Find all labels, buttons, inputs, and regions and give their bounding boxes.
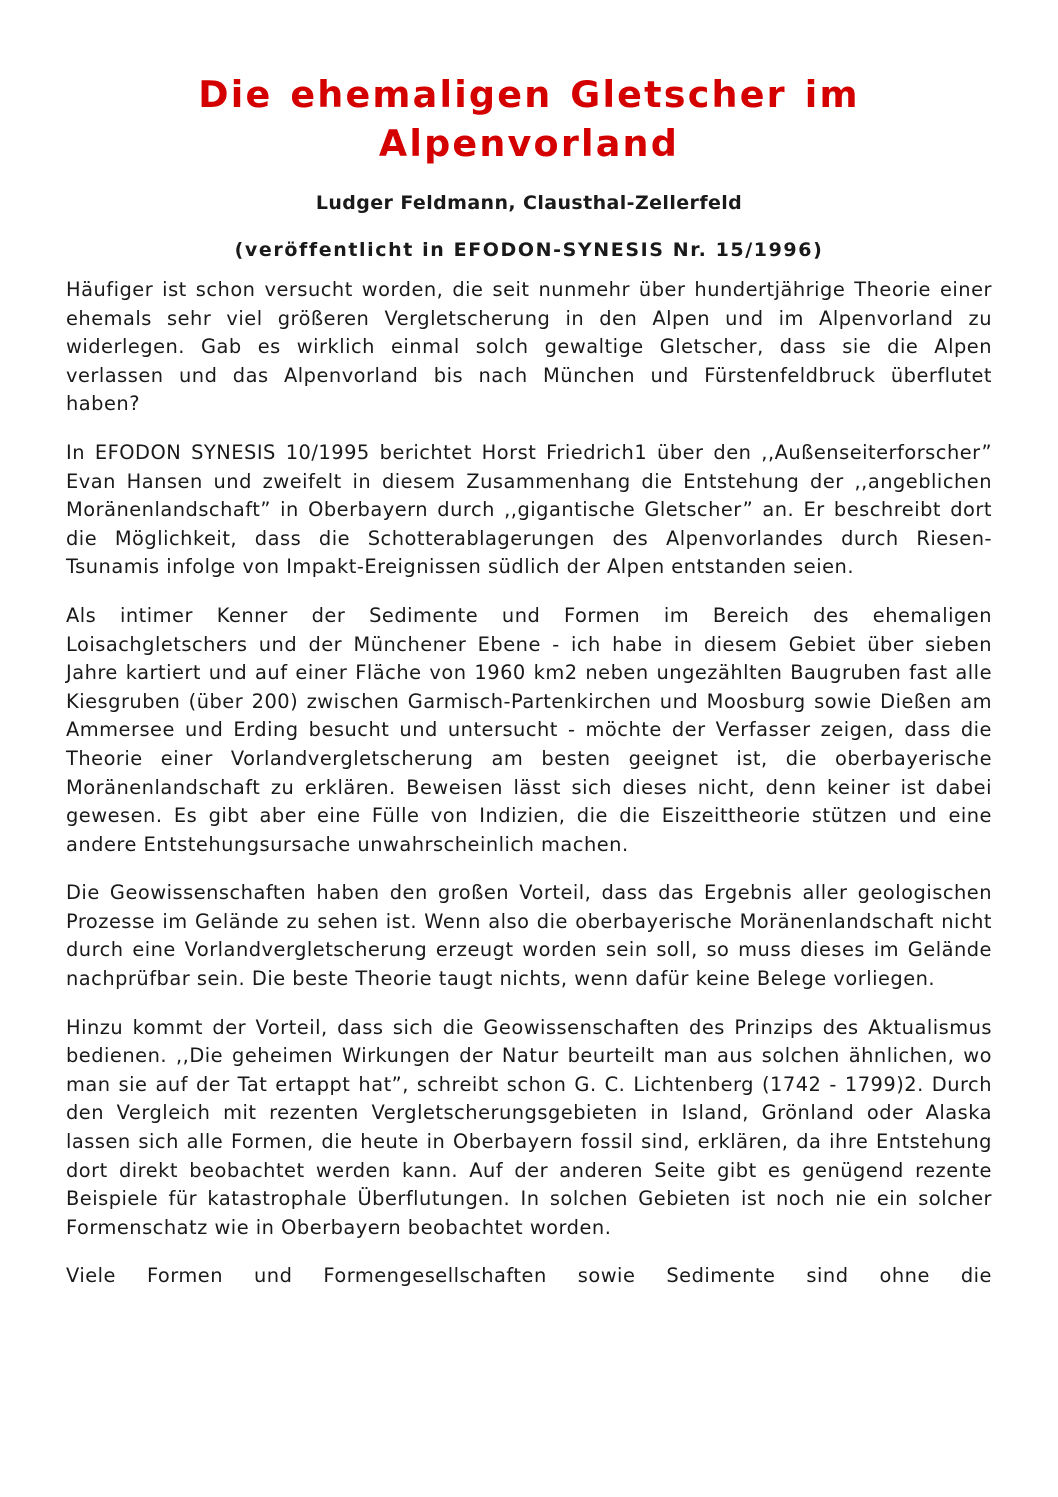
publication-note: (veröffentlicht in EFODON-SYNESIS Nr. 15/1996) xyxy=(234,239,824,261)
paragraph-5: Hinzu kommt der Vorteil, dass sich die Geowissenschaften des Prinzips des Aktualismus bedienen. ,,Die geheimen Wirkungen der Natur beurteilt man aus solchen ähnlichen, wo man sie auf der Tat ertappt hat”, schreibt schon G. C. Lichtenberg (1742 - 1799)2. Durch den Vergleich mit rezenten Vergletscherungsgebieten in Island, Grönland oder Alaska lassen sich alle Formen, die heute in Oberbayern fossil sind, erklären, da ihre Entstehung dort direkt beobachtet werden kann. Auf der anderen Seite gibt es genügend rezente Beispiele für katastrophale Überflutungen. In solchen Gebieten ist noch nie ein solcher Formenschatz wie in Oberbayern beobachtet worden. xyxy=(66,1015,992,1239)
paragraph-4: Die Geowissenschaften haben den großen Vorteil, dass das Ergebnis aller geologischen Prozesse im Gelände zu sehen ist. Wenn also die oberbayerische Moränenlandschaft nicht durch eine Vorlandvergletscherung erzeugt worden sein soll, so muss dieses im Gelände nachprüfbar sein. Die beste Theorie taugt nichts, wenn dafür keine Belege vorliegen. xyxy=(66,881,992,991)
paragraph-3: Als intimer Kenner der Sedimente und Formen im Bereich des ehemaligen Loisachgletschers und der Münchener Ebene - ich habe in diesem Gebiet über sieben Jahre kartiert und auf einer Fläche von 1960 km2 neben ungezählten Baugruben fast alle Kiesgruben (über 200) zwischen Garmisch-Partenkirchen und Moosburg sowie Dießen am Ammersee und Erding besucht und untersucht - möchte der Verfasser zeigen, dass die Theorie einer Vorlandvergletscherung am besten geeignet ist, die oberbayerische Moränenlandschaft zu erklären. Beweisen lässt sich dieses nicht, denn keiner ist dabei gewesen. Es gibt aber eine Fülle von Indizien, die die Eiszeittheorie stützen und eine andere Entstehungsursache unwahrscheinlich machen. xyxy=(66,603,992,856)
author-line: Ludger Feldmann, Clausthal-Zellerfeld xyxy=(315,192,743,214)
document-title: Die ehemaligen Gletscher im Alpenvorland xyxy=(198,73,860,165)
article-body xyxy=(66,276,992,1291)
paragraph-6: Viele Formen und Formengesellschaften sowie Sedimente sind ohne die xyxy=(66,1264,992,1288)
paragraph-1: Häufiger ist schon versucht worden, die seit nunmehr über hundertjährige Theorie einer ehemals sehr viel größeren Vergletscherung in den Alpen und im Alpenvorland zu widerlegen. Gab es wirklich einmal solch gewaltige Gletscher, dass sie die Alpen verlassen und das Alpenvorland bis nach München und Fürstenfeldbruck überflutet haben? xyxy=(66,278,992,416)
document-page xyxy=(66,70,992,1291)
paragraph-2: In EFODON SYNESIS 10/1995 berichtet Horst Friedrich1 über den ,,Außenseiterforscher” Evan Hansen und zweifelt in diesem Zusammenhang die Entstehung der ,,angeblichen Moränenlandschaft” in Oberbayern durch ,,gigantische Gletscher” an. Er beschreibt dort die Möglichkeit, dass die Schotterablagerungen des Alpenvorlandes durch Riesen-Tsunamis infolge von Impakt-Ereignissen südlich der Alpen entstanden seien. xyxy=(66,440,992,579)
